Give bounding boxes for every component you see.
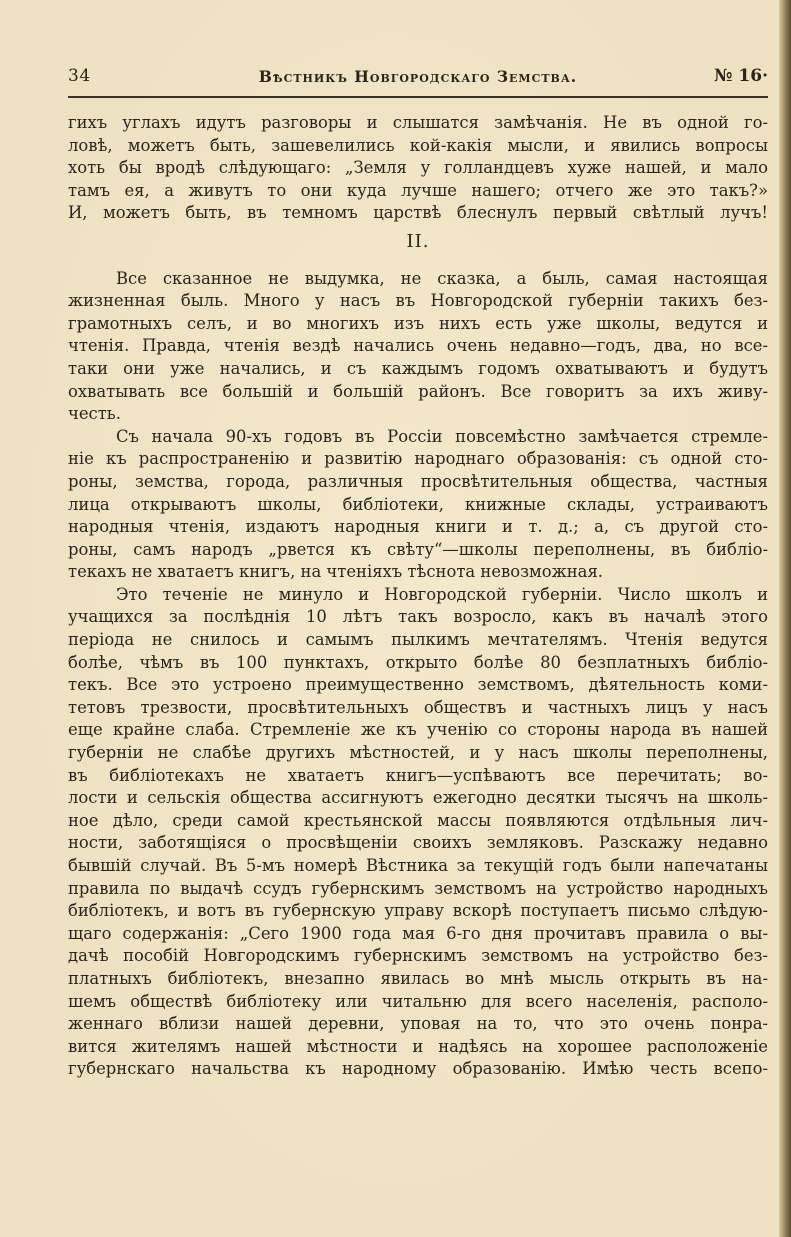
text-line: чтенія. Правда, чтенія вездѣ начались очень недавно—годъ, два, но все-	[68, 336, 768, 356]
text-line: платныхъ библіотекъ, внезапно явилась во мнѣ мысль открыть въ на-	[68, 968, 768, 988]
text-line: щаго содержанія: „Сего 1900 года мая 6-го дня прочитавъ правила о вы-	[68, 923, 768, 943]
text-line: Это теченіе не минуло и Новгородской губерніи. Число школъ и	[116, 584, 768, 604]
text-line: охватывать все большій и большій районъ. Все говоритъ за ихъ живу-	[68, 381, 768, 401]
running-title: Вѣстникъ Новгородскаго Земства.	[258, 67, 578, 86]
paragraph-1	[68, 268, 768, 426]
book-binding-edge	[779, 0, 791, 1237]
paragraph-3	[68, 584, 768, 1081]
text-line: текъ. Все это устроено преимущественно земствомъ, дѣятельность коми-	[68, 675, 768, 695]
text-line: И, можетъ быть, въ темномъ царствѣ блеснулъ первый свѣтлый лучъ!	[68, 203, 768, 223]
text-line: текахъ не хватаетъ книгъ, на чтеніяхъ тѣснота невозможная.	[68, 562, 603, 582]
text-line: женнаго вблизи нашей деревни, уповая на то, что это очень понра-	[68, 1014, 768, 1034]
text-line: Все сказанное не выдумка, не сказка, а быль, самая настоящая	[116, 268, 768, 288]
text-line: народныя чтенія, издаютъ народныя книги и т. д.; а, съ другой сто-	[68, 517, 768, 537]
text-line: библіотекъ, и вотъ въ губернскую управу вскорѣ поступаетъ письмо слѣдую-	[68, 901, 768, 921]
text-line: губерніи не слабѣе другихъ мѣстностей, и у насъ школы переполнены,	[68, 743, 768, 763]
text-line: правила по выдачѣ ссудъ губернскимъ земствомъ на устройство народныхъ	[68, 878, 768, 898]
text-line: грамотныхъ селъ, и во многихъ изъ нихъ есть уже школы, ведутся и	[68, 313, 768, 333]
text-line: болѣе, чѣмъ въ 100 пунктахъ, открыто болѣе 80 безплатныхъ библіо-	[68, 652, 768, 672]
text-line: лости и сельскія общества ассигнуютъ ежегодно десятки тысячъ на школь-	[68, 788, 768, 808]
text-line: дачѣ пособій Новгородскимъ губернскимъ земствомъ на устройство без-	[68, 946, 768, 966]
text-line: гихъ углахъ идутъ разговоры и слышатся замѣчанія. Не въ одной го-	[68, 113, 768, 132]
text-line: Съ начала 90-хъ годовъ въ Россіи повсемѣстно замѣчается стремле-	[116, 426, 768, 446]
text-line: роны, самъ народъ „рвется къ свѣту“—школы переполнены, въ библіо-	[68, 539, 768, 559]
text-line: учащихся за послѣднія 10 лѣтъ такъ возросло, какъ въ началѣ этого	[68, 607, 768, 627]
text-line: тамъ ея, а живутъ то они куда лучше нашего; отчего же это такъ?»	[68, 180, 768, 200]
text-line: шемъ обществѣ библіотеку или читальню для всего населенія, располо-	[68, 991, 768, 1011]
text-line: періода не снилось и самымъ пылкимъ мечтателямъ. Чтенія ведутся	[68, 630, 768, 650]
text-line: ніе къ распространенію и развитію народнаго образованія: съ одной сто-	[68, 449, 768, 469]
text-line: таки они уже начались, и съ каждымъ годомъ охватываютъ и будутъ	[68, 358, 768, 378]
issue-number: № 16·	[714, 66, 768, 86]
text-line: губернскаго начальства къ народному образованію. Имѣю честь всепо-	[68, 1059, 768, 1079]
intro-paragraph	[68, 112, 768, 225]
body-text	[68, 112, 768, 1081]
page-number: 34	[68, 66, 91, 86]
text-line: еще крайне слаба. Стремленіе же къ ученію со стороны народа въ нашей	[68, 720, 768, 740]
text-line: честь.	[68, 404, 121, 424]
text-line: ности, заботящіяся о просвѣщеніи своихъ земляковъ. Разскажу недавно	[68, 833, 768, 853]
section-heading: II.	[406, 230, 430, 252]
paragraph-2	[68, 426, 768, 584]
text-line: лица открываютъ школы, библіотеки, книжные склады, устраиваютъ	[68, 494, 768, 514]
text-line: тетовъ трезвости, просвѣтительныхъ обществъ и частныхъ лицъ у насъ	[68, 697, 768, 717]
text-line: роны, земства, города, различныя просвѣтительныя общества, частныя	[68, 471, 768, 491]
text-line: вится жителямъ нашей мѣстности и надѣясь на хорошее расположеніе	[68, 1036, 768, 1056]
text-line: ловѣ, можетъ быть, зашевелились кой-какія мысли, и явились вопросы	[68, 135, 768, 155]
header-rule	[68, 96, 768, 98]
text-line: ное дѣло, среди самой крестьянской массы появляются отдѣльныя лич-	[68, 810, 768, 830]
page-header	[68, 66, 768, 92]
text-line: бывшій случай. Въ 5-мъ номерѣ Вѣстника за текущій годъ были напечатаны	[68, 856, 768, 875]
text-line: въ библіотекахъ не хватаетъ книгъ—успѣваютъ все перечитать; во-	[68, 765, 768, 785]
text-line: хоть бы вродѣ слѣдующаго: „Земля у голландцевъ хуже нашей, и мало	[68, 158, 768, 178]
text-line: жизненная быль. Много у насъ въ Новгородской губерніи такихъ без-	[68, 291, 768, 311]
